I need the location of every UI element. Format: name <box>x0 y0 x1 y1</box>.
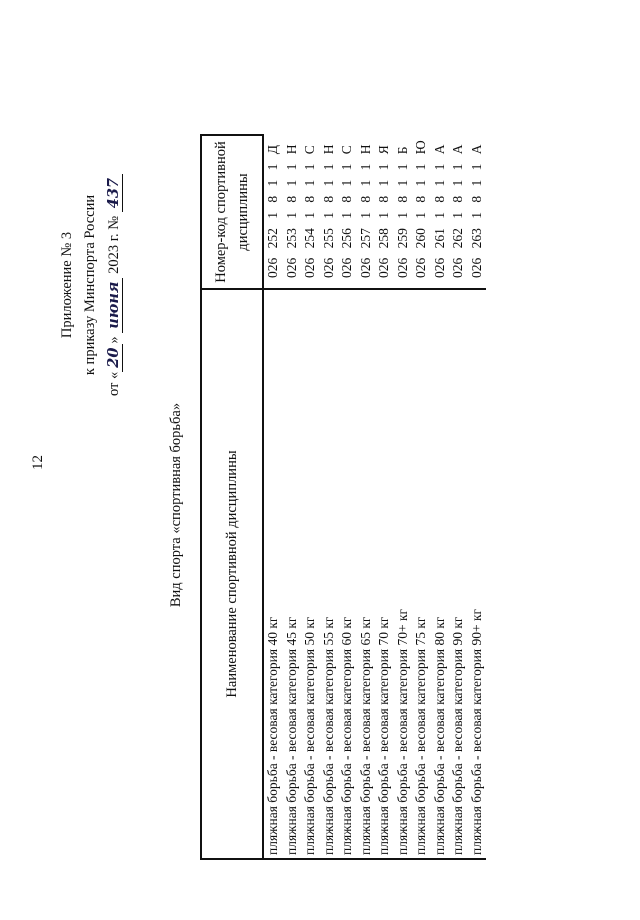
discipline-name: пляжная борьба - весовая категория 50 кг <box>301 289 320 859</box>
handwritten-number: 437 <box>105 174 123 212</box>
table-row <box>394 135 413 859</box>
order-reference: к приказу Минспорта России <box>82 194 98 376</box>
disciplines-table <box>200 134 486 860</box>
discipline-name: пляжная борьба - весовая категория 60 кг <box>338 289 357 859</box>
table-row <box>375 135 394 859</box>
order-date-line: от «20» июня 2023 г. № 437 <box>102 120 126 450</box>
discipline-code: 026 256 1 8 1 1 С <box>339 145 355 278</box>
discipline-code: 026 259 1 8 1 1 Б <box>394 146 410 278</box>
table-row <box>449 135 468 859</box>
discipline-code: 026 253 1 8 1 1 Н <box>283 144 299 278</box>
table-row <box>412 135 431 859</box>
table-row <box>320 135 339 859</box>
discipline-code: 026 261 1 8 1 1 А <box>431 144 447 278</box>
column-header-code: Номер-код спортивной дисциплины <box>201 135 263 289</box>
table-row <box>263 135 283 859</box>
discipline-code: 026 260 1 8 1 1 Ю <box>413 140 429 278</box>
discipline-name: пляжная борьба - весовая категория 75 кг <box>412 289 431 859</box>
discipline-name: пляжная борьба - весовая категория 70 кг <box>375 289 394 859</box>
discipline-code: 026 254 1 8 1 1 С <box>302 145 318 278</box>
table-row <box>431 135 450 859</box>
discipline-name: пляжная борьба - весовая категория 80 кг <box>431 289 450 859</box>
discipline-name: пляжная борьба - весовая категория 40 кг <box>263 289 283 859</box>
discipline-code: 026 258 1 8 1 1 Я <box>376 145 392 278</box>
discipline-code: 026 255 1 8 1 1 Н <box>320 144 336 278</box>
table-row <box>468 135 487 859</box>
handwritten-month: июня <box>105 278 123 333</box>
discipline-name: пляжная борьба - весовая категория 45 кг <box>283 289 302 859</box>
table-row <box>283 135 302 859</box>
document-title: Вид спорта «спортивная борьба» <box>168 402 184 608</box>
discipline-name: пляжная борьба - весовая категория 90+ кг <box>468 289 487 859</box>
discipline-name: пляжная борьба - весовая категория 55 кг <box>320 289 339 859</box>
discipline-code: 026 257 1 8 1 1 Н <box>357 144 373 278</box>
discipline-code: 026 263 1 8 1 1 А <box>468 144 484 278</box>
discipline-code: 026 262 1 8 1 1 А <box>450 144 466 278</box>
discipline-name: пляжная борьба - весовая категория 65 кг <box>357 289 376 859</box>
handwritten-day: 20 <box>105 344 123 372</box>
table-row <box>301 135 320 859</box>
column-header-name: Наименование спортивной дисциплины <box>201 289 263 859</box>
appendix-label: Приложение № 3 <box>59 231 75 339</box>
discipline-name: пляжная борьба - весовая категория 90 кг <box>449 289 468 859</box>
appendix-header <box>56 120 126 450</box>
discipline-name: пляжная борьба - весовая категория 70+ кг <box>394 289 413 859</box>
page-number: 12 <box>30 455 46 470</box>
discipline-code: 026 252 1 8 1 1 Д <box>265 145 281 278</box>
table-row <box>357 135 376 859</box>
table-row <box>338 135 357 859</box>
